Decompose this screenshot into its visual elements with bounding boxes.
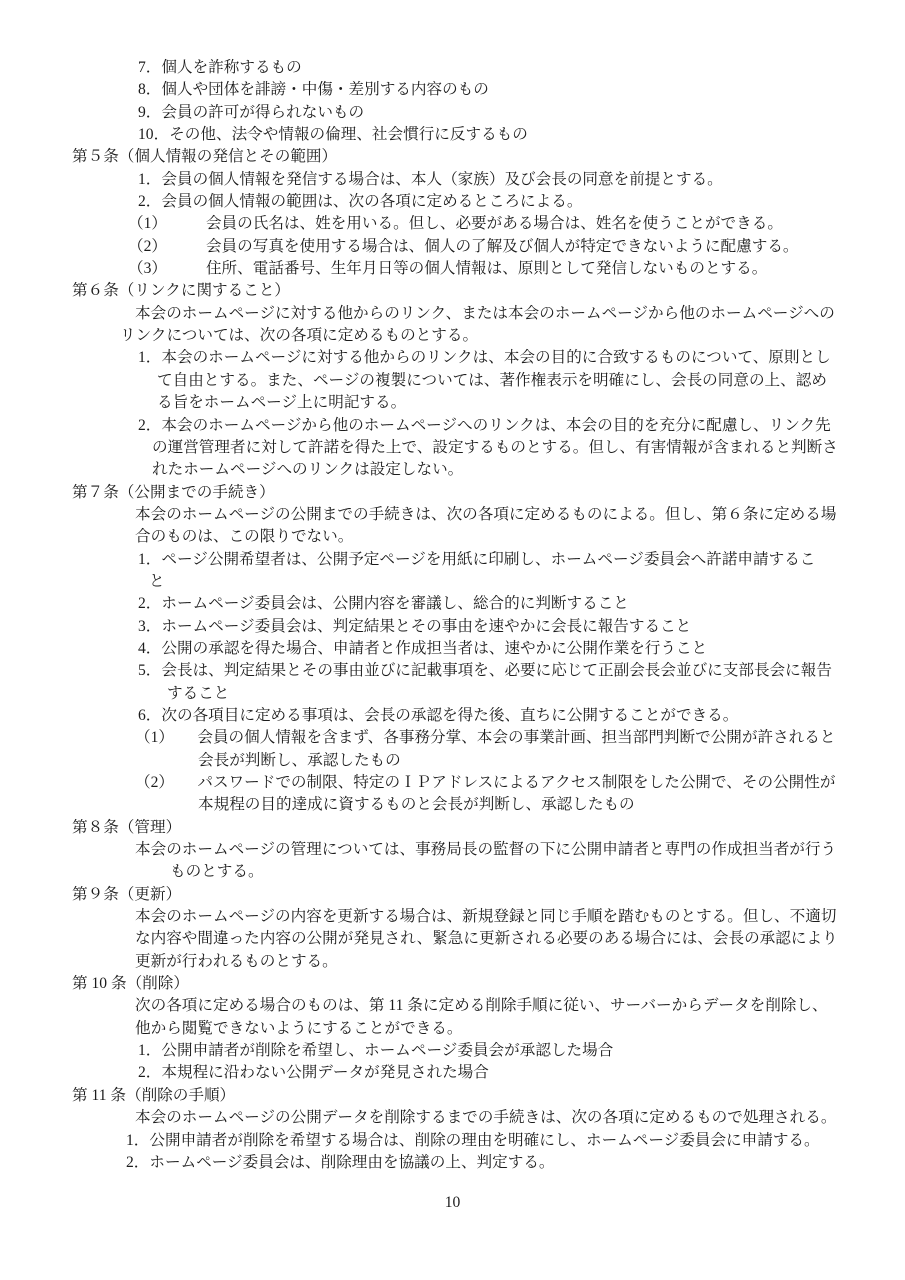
- text-line: 会長が判断し、承認したもの: [198, 751, 401, 769]
- text-line: 更新が行われるものとする。: [135, 952, 338, 970]
- text-line: 1．会員の個人情報を発信する場合は、本人（家族）及び会長の同意を前提とする。: [138, 170, 723, 188]
- text-line: （3） 住所、電話番号、生年月日等の個人情報は、原則として発信しないものとする。: [128, 260, 768, 278]
- text-line: 他から閲覧できないようにすることができる。: [135, 1019, 463, 1037]
- text-line: 第 10 条（削除）: [72, 975, 189, 993]
- text-line: 第７条（公開までの手続き）: [72, 483, 275, 501]
- text-line: 4．公開の承認を得た場合、申請者と作成担当者は、速やかに公開作業を行うこと: [138, 639, 708, 657]
- text-line: 7．個人を詐称するもの: [138, 59, 302, 76]
- text-line: 本会のホームページの公開までの手続きは、次の各項に定めるものによる。但し、第６条に定める場: [135, 505, 837, 523]
- text-line: 本会のホームページの内容を更新する場合は、新規登録と同じ手順を踏むものとする。但し、不適切: [135, 908, 837, 926]
- text-line: すること: [167, 684, 230, 702]
- page-number: 10: [444, 1194, 461, 1211]
- text-line: 6．次の各項目に定める事項は、会長の承認を得た後、直ちに公開することができる。: [138, 706, 739, 724]
- text-line: 第６条（リンクに関すること）: [72, 282, 291, 300]
- text-line: と: [149, 572, 165, 590]
- text-line: 2．会員の個人情報の範囲は、次の各項に定めるところによる。: [138, 193, 583, 211]
- text-line: 2．ホームページ委員会は、公開内容を審議し、総合的に判断すること: [138, 595, 629, 613]
- text-line: 9．会員の許可が得られないもの: [138, 103, 365, 121]
- text-line: 1．本会のホームページに対する他からのリンクは、本会の目的に合致するものについて、原則とし: [138, 349, 831, 367]
- text-line: 5．会長は、判定結果とその事由並びに記載事項を、必要に応じて正副会長会並びに支部長会に報告: [138, 662, 832, 680]
- text-line: リンクについては、次の各項に定めるものとする。: [120, 327, 479, 345]
- text-line: 本会のホームページの公開データを削除するまでの手続きは、次の各項に定めるもので処理される。: [135, 1109, 837, 1127]
- text-line: 8．個人や団体を誹謗・中傷・差別する内容のもの: [138, 81, 489, 99]
- text-line: 1．ページ公開希望者は、公開予定ページを用紙に印刷し、ホームページ委員会へ許諾申請するこ: [138, 550, 816, 568]
- text-line: 本会のホームページの管理については、事務局長の監督の下に公開申請者と専門の作成担当者が行う: [135, 841, 837, 859]
- text-line: れたホームページへのリンクは設定しない。: [152, 461, 464, 479]
- text-line: 本規程の目的達成に資するものと会長が判断し、承認したもの: [198, 796, 635, 814]
- text-line: 次の各項に定める場合のものは、第 11 条に定める削除手順に従い、サーバーからデータを削除し、: [135, 997, 828, 1015]
- text-line: （2） 会員の写真を使用する場合は、個人の了解及び個人が特定できないように配慮する。: [128, 237, 799, 255]
- text-line: 本会のホームページに対する他からのリンク、または本会のホームページから他のホームページへの: [135, 304, 835, 322]
- text-line: （1） 会員の個人情報を含まず、各事務分掌、本会の事業計画、担当部門判断で公開が許されると: [135, 729, 836, 747]
- text-line: 第 11 条（削除の手順）: [72, 1086, 236, 1104]
- text-line: （2） パスワードでの制限、特定のＩＰアドレスによるアクセス制限をした公開で、その公開性が: [135, 774, 836, 791]
- text-line: な内容や間違った内容の公開が発見され、緊急に更新される必要のある場合には、会長の承認により: [135, 930, 838, 948]
- text-line: 第８条（管理）: [72, 818, 182, 836]
- text-line: 3．ホームページ委員会は、判定結果とその事由を速やかに会長に報告すること: [138, 617, 692, 635]
- text-line: 1．公開申請者が削除を希望する場合は、削除の理由を明確にし、ホームページ委員会に申請する。: [126, 1131, 820, 1149]
- text-line: 第９条（更新）: [72, 885, 182, 903]
- text-line: 第５条（個人情報の発信とその範囲）: [72, 148, 338, 166]
- text-line: （1） 会員の氏名は、姓を用いる。但し、必要がある場合は、姓名を使うことができる。: [128, 215, 783, 233]
- text-line: 10．その他、法令や情報の倫理、社会慣行に反するもの: [138, 126, 528, 144]
- text-line: ものとする。: [170, 863, 264, 881]
- text-line: 合のものは、この限りでない。: [135, 528, 354, 546]
- text-line: の運営管理者に対して許諾を得た上で、設定するものとする。但し、有害情報が含まれると判断さ: [152, 438, 838, 456]
- text-line: 2．本規程に沿わない公開データが発見された場合: [138, 1064, 489, 1082]
- text-line: る旨をホームページ上に明記する。: [157, 394, 407, 412]
- text-line: 2．本会のホームページから他のホームページへのリンクは、本会の目的を充分に配慮し、リンク先: [138, 416, 831, 434]
- text-line: て自由とする。また、ページの複製については、著作権表示を明確にし、会長の同意の上、認め: [157, 371, 827, 389]
- text-line: 1．公開申請者が削除を希望し、ホームページ委員会が承認した場合: [138, 1042, 614, 1060]
- document-body: [0, 57, 905, 1174]
- text-line: 2．ホームページ委員会は、削除理由を協議の上、判定する。: [126, 1153, 555, 1171]
